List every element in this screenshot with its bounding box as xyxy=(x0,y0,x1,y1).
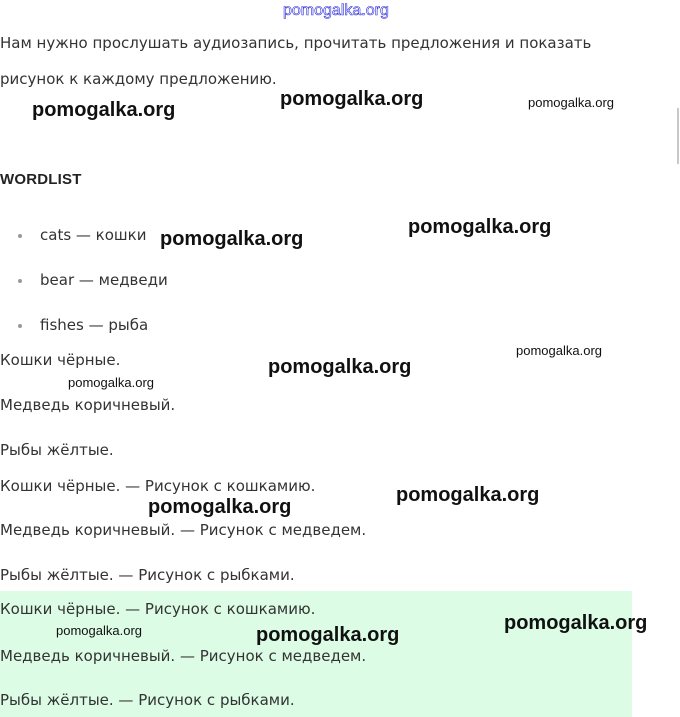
bullet-icon xyxy=(18,324,22,328)
wordlist-item xyxy=(40,271,168,289)
highlighted-answer: Рыбы жёлтые. — Рисунок с рыбками. xyxy=(0,691,295,709)
wordlist-item xyxy=(40,316,148,334)
watermark: pomogalka.org xyxy=(268,356,412,378)
highlighted-answer: Медведь коричневый. — Рисунок с медведем. xyxy=(0,647,367,665)
bullet-icon xyxy=(18,279,22,283)
wordlist-heading: WORDLIST xyxy=(0,171,82,188)
watermark: pomogalka.org xyxy=(280,88,424,110)
intro-line-1: Нам нужно прослушать аудиозапись, прочитать предложения и показать xyxy=(0,34,592,52)
wordlist-item-text: cats — кошки xyxy=(40,226,147,244)
watermark: pomogalka.org xyxy=(528,95,614,110)
watermark: pomogalka.org xyxy=(160,228,304,250)
wordlist-item-text: bear — медведи xyxy=(40,271,168,289)
answer: Рыбы жёлтые. — Рисунок с рыбками. xyxy=(0,566,295,584)
bullet-icon xyxy=(18,234,22,238)
sentence: Кошки чёрные. xyxy=(0,351,121,369)
watermark: pomogalka.org xyxy=(148,496,292,518)
wordlist-item-text: fishes — рыба xyxy=(40,316,149,334)
answer: Кошки чёрные. — Рисунок с кошкамию. xyxy=(0,477,316,495)
sentence: Медведь коричневый. xyxy=(0,396,176,414)
highlighted-answer: Кошки чёрные. — Рисунок с кошкамию. xyxy=(0,600,316,618)
answer: Медведь коричневый. — Рисунок с медведем. xyxy=(0,521,367,539)
wordlist-item xyxy=(40,226,146,244)
watermark: pomogalka.org xyxy=(68,375,154,390)
watermark: pomogalka.org xyxy=(408,216,552,238)
watermark: pomogalka.org xyxy=(504,612,648,634)
scrollbar-thumb[interactable] xyxy=(677,108,679,164)
watermark-top: pomogalka.org xyxy=(283,2,389,19)
watermark: pomogalka.org xyxy=(256,624,400,646)
watermark: pomogalka.org xyxy=(396,484,540,506)
intro-line-2: рисунок к каждому предложению. xyxy=(0,70,277,88)
watermark: pomogalka.org xyxy=(516,343,602,358)
sentence: Рыбы жёлтые. xyxy=(0,441,114,459)
watermark: pomogalka.org xyxy=(32,99,176,121)
watermark: pomogalka.org xyxy=(56,623,142,638)
